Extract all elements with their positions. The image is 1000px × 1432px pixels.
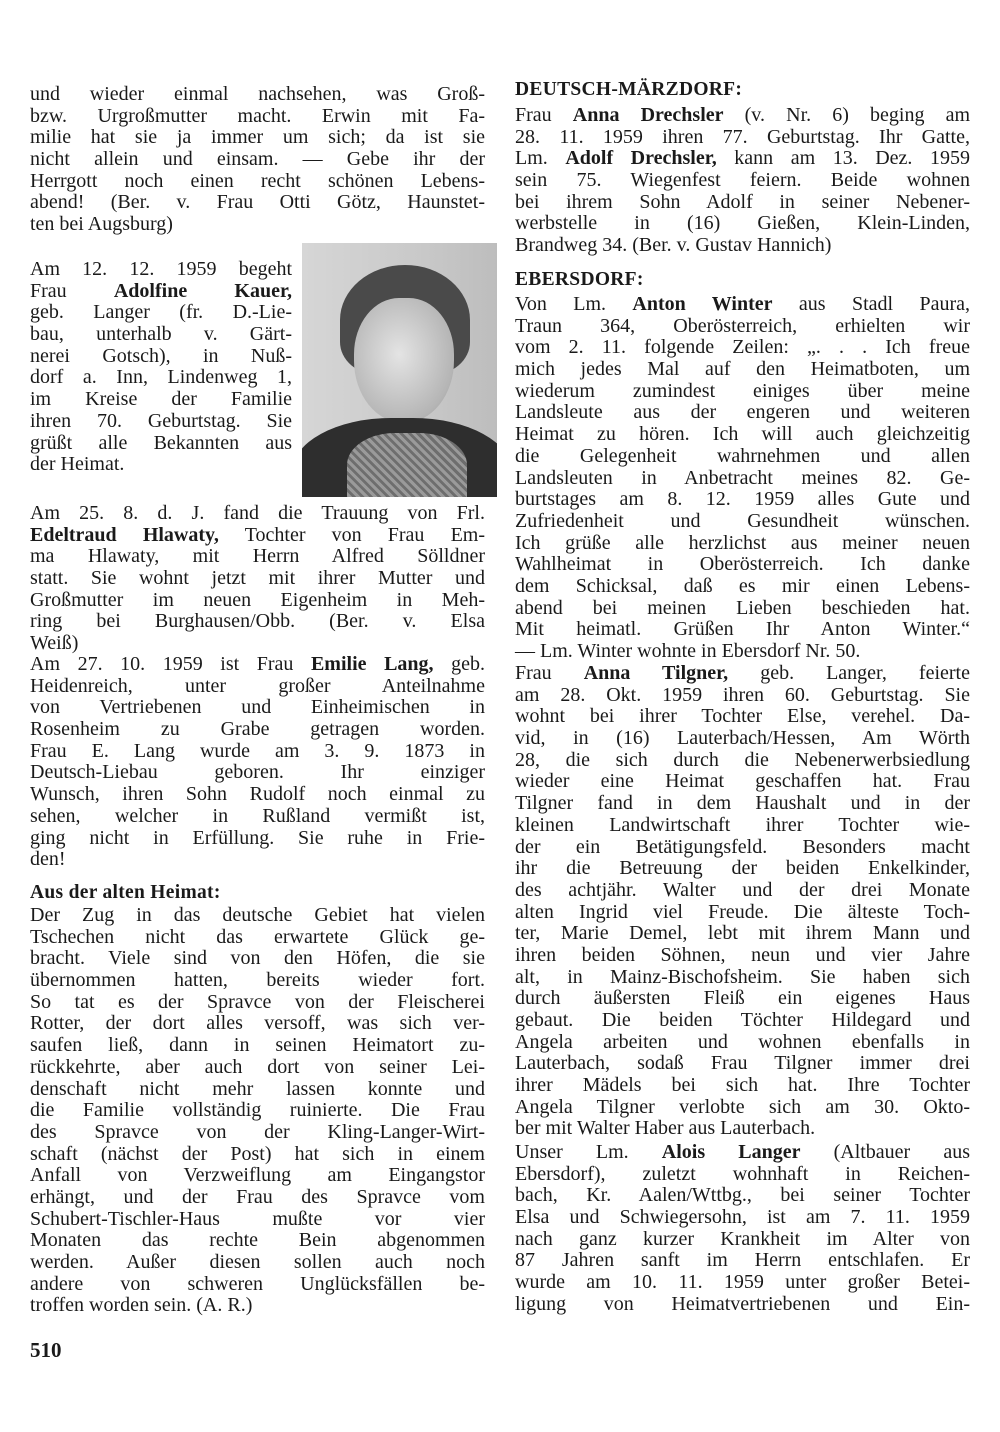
text-line: am 28. Okt. 1959 ihren 60. Geburtstag. Sie — [515, 683, 970, 706]
text-line: saufen ließ, dann in seinen Heimatort zu- — [30, 1034, 485, 1057]
text-line: ihr die Betreuung der beiden Enkelkinder, — [515, 857, 970, 880]
text-span: geb. Langer, feierte — [728, 662, 970, 684]
text-line: Angela Tilgner verlobte sich am 30. Okto- — [515, 1095, 970, 1118]
text-line: Rotter, der dort alles versoff, was sich ver- — [30, 1012, 485, 1035]
text-line: gebaut. Die beiden Töchter Hildegard und — [515, 1009, 970, 1031]
text-line: 87 Jahren sanft im Herrn entschlafen. Er — [515, 1249, 970, 1272]
text-line: Rosenheim zu Grabe getragen worden. — [30, 718, 485, 741]
text-line: Der Zug in das deutsche Gebiet hat vielen — [30, 904, 485, 926]
text-line — [30, 525, 485, 547]
text-line: Wunsch, ihren Sohn Rudolf noch einmal zu — [30, 783, 485, 806]
text-line: 28. 11. 1959 ihren 77. Geburtstag. Ihr Gatte, — [515, 125, 970, 148]
text-line: Großmutter im neuen Eigenheim in Meh- — [30, 588, 485, 611]
text-line: übernommen hatten, bereits wieder fort. — [30, 969, 485, 992]
text-line: wohnt bei ihrer Tochter Else, verehel. Da- — [515, 705, 970, 728]
page-number: 510 — [30, 1338, 62, 1362]
text-line: Herrgott noch einen recht schönen Lebens- — [30, 169, 485, 192]
text-line: der Heimat. — [30, 453, 125, 476]
paragraph-goetz-report — [30, 84, 485, 236]
text-span: Frau — [515, 104, 573, 126]
bold-name: Alois Langer — [661, 1141, 801, 1163]
text-line — [515, 105, 970, 127]
text-line: mich jedes Mal auf den Heimatboten, um — [515, 358, 970, 381]
text-line — [30, 281, 292, 303]
text-line: 28, die sich durch die Nebenerwerbsiedlung — [515, 748, 970, 771]
text-line: So tat es der Spravce von der Fleischerei — [30, 990, 485, 1013]
text-line: Tschechen nicht das erwartete Glück ge- — [30, 925, 485, 948]
text-line: Zufriedenheit und Gesundheit wünschen. — [515, 509, 970, 532]
text-line: denschaft nicht mehr lassen konnte und — [30, 1077, 485, 1100]
text-line — [515, 294, 970, 316]
text-line — [515, 148, 970, 170]
text-span: Unser Lm. — [515, 1141, 662, 1163]
text-line: von Vertriebenen und Einheimischen in — [30, 696, 485, 719]
text-line: der ein Betätigungsfeld. Besonders macht — [515, 835, 970, 858]
paragraph-drechsler — [515, 105, 970, 257]
paragraph-alois-langer — [515, 1142, 970, 1316]
text-span: geb. — [433, 653, 485, 675]
text-line: Mit heimatl. Grüßen Ihr Anton Winter.“ — [515, 618, 970, 641]
paragraph-alte-heimat — [30, 905, 485, 1317]
text-line — [515, 663, 970, 685]
text-line: bracht. Viele sind von den Höfen, die sie — [30, 947, 485, 970]
text-line: Monaten das rechte Bein abgenommen — [30, 1229, 485, 1252]
text-span: (Altbauer aus — [800, 1141, 970, 1163]
text-line: alten Ingrid viel Freude. Die älteste Toch- — [515, 900, 970, 923]
text-line: des Spravce von der Kling-Langer-Wirt- — [30, 1120, 485, 1143]
section-heading-deutsch-maerzdorf: DEUTSCH-MÄRZDORF: — [515, 79, 743, 100]
text-line: ihrer Mädels bei sich hat. Ihre Tochter — [515, 1074, 970, 1097]
section-heading-alte-heimat: Aus der alten Heimat: — [30, 882, 221, 903]
text-line: — Lm. Winter wohnte in Ebersdorf Nr. 50. — [515, 640, 861, 662]
text-line: ring bei Burghausen/Obb. (Ber. v. Elsa — [30, 610, 485, 633]
text-line: Heimat zu hören. Ich will auch gleichzeitig — [515, 423, 970, 446]
text-line: Traun 364, Oberösterreich, erhielten wir — [515, 314, 970, 337]
text-line: dorf a. Inn, Lindenweg 1, — [30, 366, 292, 389]
text-line: ligung von Heimatvertriebenen und Ein- — [515, 1292, 970, 1315]
paragraph-edeltraud-hlawaty — [30, 503, 485, 655]
text-line: Landsleute aus der engeren und weiteren — [515, 401, 970, 424]
section-heading-ebersdorf: EBERSDORF: — [515, 269, 644, 290]
text-line — [30, 654, 485, 676]
text-line: alt, in Mainz-Bischofsheim. Sie haben sich — [515, 965, 970, 988]
text-span: Lm. — [515, 147, 566, 170]
text-line: sein 75. Wiegenfest feiern. Beide wohnen — [515, 169, 970, 192]
text-line: Anfall von Verzweiflung am Eingangstor — [30, 1164, 485, 1187]
text-span: Frau — [515, 662, 584, 684]
text-line: grüßt alle Bekannten aus — [30, 431, 292, 454]
text-line: Angela arbeiten und wohnen ebenfalls in — [515, 1030, 970, 1053]
text-line: nach ganz kurzer Krankheit im Alter von — [515, 1227, 970, 1250]
bold-name: Adolf Drechsler, — [565, 147, 717, 170]
bold-name: Anton Winter — [632, 293, 773, 315]
paragraph-anton-winter — [515, 294, 970, 663]
text-line — [515, 1142, 970, 1164]
text-line: abend! (Ber. v. Frau Otti Götz, Haunstet- — [30, 191, 485, 214]
text-line: burtstages am 8. 12. 1959 alles Gute und — [515, 488, 970, 511]
text-line: werden. Außer diesen sollen auch noch — [30, 1251, 485, 1273]
text-line: den! — [30, 848, 66, 871]
text-line: Lauterbach, sodaß Frau Tilgner immer drei — [515, 1052, 970, 1075]
bold-name: Adolfine Kauer, — [113, 279, 292, 302]
text-span: Von Lm. — [515, 293, 633, 315]
text-line: ma Hlawaty, mit Herrn Alfred Sölldner — [30, 545, 485, 568]
text-line: statt. Sie wohnt jetzt mit ihrer Mutter und — [30, 567, 485, 590]
text-span: Frau — [30, 279, 114, 302]
text-line: des achtjähr. Walter und der drei Monate — [515, 878, 970, 901]
text-line: ging nicht in Erfüllung. Sie ruhe in Frie- — [30, 826, 485, 849]
text-line: Elsa und Schwiegersohn, ist am 7. 11. 1959 — [515, 1206, 970, 1229]
text-line: bach, Kr. Aalen/Wttbg., bei seiner Tochter — [515, 1184, 970, 1207]
text-line: Weiß) — [30, 632, 79, 655]
text-line: sehen, welcher in Rußland vermißt ist, — [30, 804, 485, 827]
text-line: die Gelegenheit wahrnehmen und allen — [515, 444, 970, 467]
text-line: Wahlheimat in Oberösterreich. Ich danke — [515, 553, 970, 576]
text-line: ihren 70. Geburtstag. Sie — [30, 409, 292, 432]
text-line: die Familie vollständig ruinierte. Die Frau — [30, 1099, 485, 1122]
text-line: Frau E. Lang wurde am 3. 9. 1873 in — [30, 739, 485, 762]
text-line: vom 2. 11. folgende Zeilen: „. . . Ich freue — [515, 336, 970, 359]
text-line: dem Schicksal, daß es mir einen Lebens- — [515, 574, 970, 597]
text-line: und wieder einmal nachsehen, was Groß- — [30, 83, 485, 105]
text-line: nerei Gotsch), in Nuß- — [30, 344, 292, 367]
portrait-photo — [302, 243, 497, 497]
text-line: Ebersdorf), zuletzt wohnhaft in Reichen- — [515, 1162, 970, 1185]
text-span: (v. Nr. 6) beging am — [723, 104, 971, 126]
text-line: bau, unterhalb v. Gärt- — [30, 323, 292, 346]
text-line: geb. Langer (fr. D.-Lie- — [30, 301, 292, 324]
text-line: Heidenreich, unter großer Anteilnahme — [30, 674, 485, 697]
text-line: Am 12. 12. 1959 begeht — [30, 258, 292, 280]
text-line: Schubert-Tischler-Haus mußte vor vier — [30, 1207, 485, 1230]
text-line: ihren beiden Söhnen, neun und vier Jahre — [515, 943, 970, 966]
text-line: im Kreise der Familie — [30, 388, 292, 411]
text-line: bzw. Urgroßmutter macht. Erwin mit Fa- — [30, 104, 485, 127]
text-line: Deutsch-Liebau geboren. Ihr einziger — [30, 761, 485, 784]
text-line: rückkehrte, aber auch dort von seiner Lei- — [30, 1055, 485, 1078]
text-line: ber mit Walter Haber aus Lauterbach. — [515, 1117, 816, 1140]
text-line: nicht allein und einsam. — Gebe ihr der — [30, 148, 485, 171]
paragraph-emilie-lang — [30, 654, 485, 871]
text-line: wiederum zumindest einiges über meine — [515, 379, 970, 402]
text-line: erhängt, und der Frau des Spravce vom — [30, 1185, 485, 1208]
text-line: wieder eine Heimat geschaffen hat. Frau — [515, 770, 970, 793]
text-line: ten bei Augsburg) — [30, 213, 173, 236]
text-line: bei ihrem Sohn Adolf in seiner Nebener- — [515, 190, 970, 213]
text-line: abend bei meinen Lieben beschieden hat. — [515, 596, 970, 619]
bold-name: Emilie Lang, — [310, 653, 434, 675]
text-span: aus Stadl Paura, — [772, 293, 970, 315]
paragraph-adolfine-kauer — [30, 259, 292, 476]
text-line: Ich grüße alle herzlichst aus meiner neuen — [515, 531, 970, 554]
text-span: Tochter von Frau Em- — [218, 523, 485, 546]
text-line: Landsleuten in Anbetracht meines 82. Ge- — [515, 466, 970, 489]
paragraph-anna-tilgner — [515, 663, 970, 1140]
text-line: durch äußersten Fleiß ein eigenes Haus — [515, 987, 970, 1010]
text-line: andere von schweren Unglücksfällen be- — [30, 1272, 485, 1295]
text-line: troffen worden sein. (A. R.) — [30, 1294, 253, 1317]
bold-name: Anna Drechsler — [572, 104, 724, 126]
bold-name: Anna Tilgner, — [583, 662, 729, 684]
text-line: wurde am 10. 11. 1959 unter großer Betei- — [515, 1271, 970, 1294]
text-span: Am 27. 10. 1959 ist Frau — [30, 653, 311, 675]
text-line: werbstelle in (16) Gießen, Klein-Linden, — [515, 212, 970, 235]
text-line: kleinen Landwirtschaft ihrer Tochter wie- — [515, 813, 970, 836]
text-line: Am 25. 8. d. J. fand die Trauung von Frl. — [30, 502, 485, 524]
text-line: ter, Marie Demel, lebt mit ihrem Mann und — [515, 922, 970, 945]
text-line: Tilgner fand in dem Haushalt und in der — [515, 792, 970, 815]
text-line: schaft (nächst der Post) hat sich in einem — [30, 1142, 485, 1165]
text-line: Brandweg 34. (Ber. v. Gustav Hannich) — [515, 234, 832, 257]
text-line: milie hat sie ja immer um sich; da ist sie — [30, 126, 485, 149]
text-span: kann am 13. Dez. 1959 — [716, 147, 970, 170]
text-line: vid, in (16) Lauterbach/Hessen, Am Wörth — [515, 727, 970, 750]
bold-name: Edeltraud Hlawaty, — [30, 523, 219, 546]
